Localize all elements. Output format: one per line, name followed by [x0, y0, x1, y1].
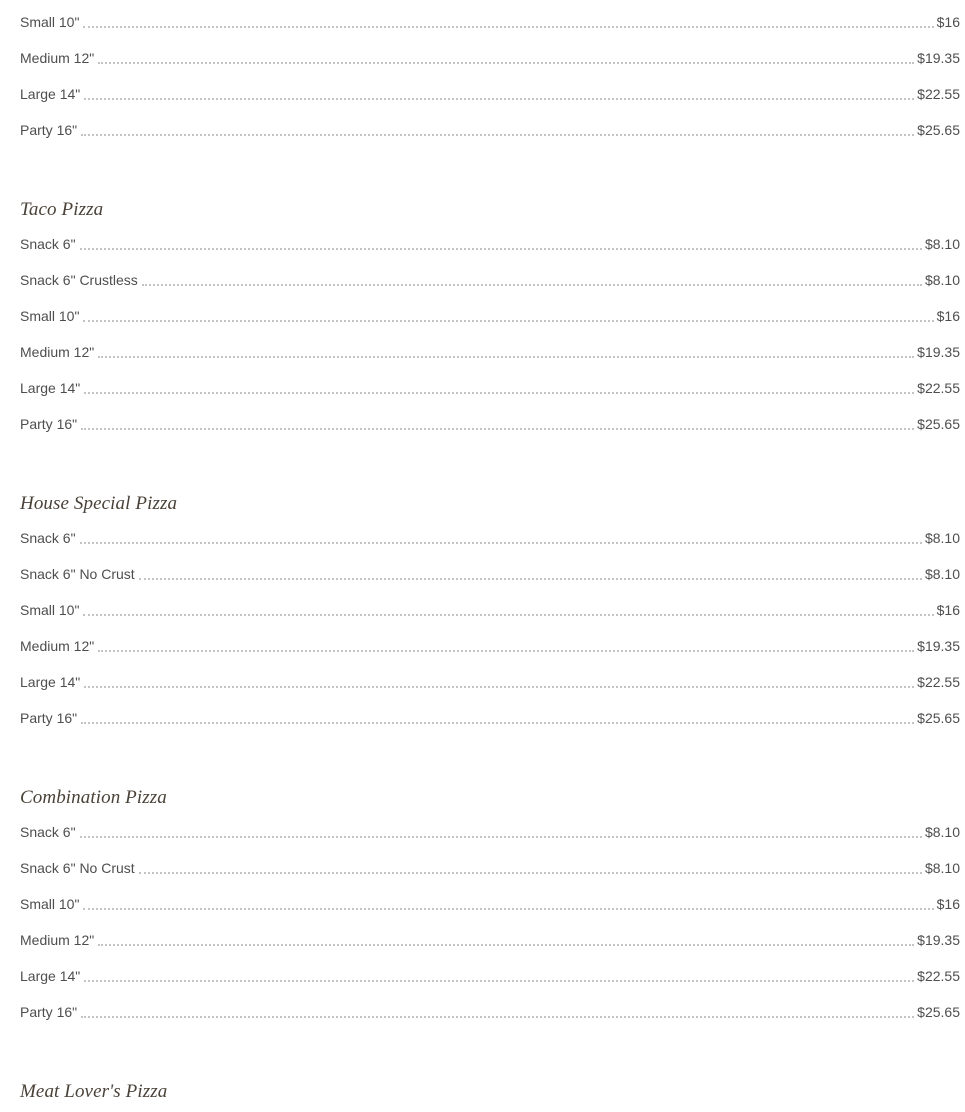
dot-leader: [83, 26, 933, 28]
menu-item-name: Large 14": [20, 86, 81, 102]
menu-item-price: $25.65: [917, 1004, 960, 1020]
menu-item: [20, 406, 960, 442]
dot-leader: [80, 836, 922, 838]
dot-leader: [84, 686, 914, 688]
menu-item: [20, 628, 960, 664]
dot-leader: [142, 284, 922, 286]
menu-item-name: Small 10": [20, 308, 80, 324]
menu-item: [20, 664, 960, 700]
dot-leader: [139, 872, 922, 874]
menu-item-price: $8.10: [924, 530, 960, 546]
menu-item-price: $8.10: [924, 824, 960, 840]
menu-item-name: Small 10": [20, 602, 80, 618]
dot-leader: [139, 578, 922, 580]
dot-leader: [81, 1016, 914, 1018]
menu-item: [20, 592, 960, 628]
menu-item-price: $16: [936, 602, 960, 618]
menu-item-name: Snack 6": [20, 824, 76, 840]
menu-section-continued: [20, 4, 960, 148]
menu-item: [20, 112, 960, 148]
menu-item-price: $22.55: [917, 968, 960, 984]
menu-item-name: Snack 6" No Crust: [20, 566, 135, 582]
menu-item: [20, 700, 960, 736]
dot-leader: [83, 320, 933, 322]
menu-item-name: Snack 6" Crustless: [20, 272, 138, 288]
menu-item-name: Party 16": [20, 416, 78, 432]
section-title: Taco Pizza: [20, 199, 104, 220]
menu-item-name: Snack 6": [20, 236, 76, 252]
menu-item-name: Small 10": [20, 14, 80, 30]
dot-leader: [98, 944, 914, 946]
dot-leader: [98, 650, 914, 652]
menu-item: [20, 958, 960, 994]
menu-item: [20, 994, 960, 1030]
menu-item-price: $22.55: [917, 86, 960, 102]
menu-item-price: $8.10: [924, 566, 960, 582]
pizza-menu: [20, 4, 960, 1108]
dot-leader: [98, 62, 914, 64]
menu-item-name: Party 16": [20, 122, 78, 138]
menu-item-price: $8.10: [924, 272, 960, 288]
dot-leader: [84, 392, 914, 394]
section-title: Combination Pizza: [20, 787, 167, 808]
menu-item-price: $19.35: [917, 344, 960, 360]
section-title: Meat Lover's Pizza: [20, 1081, 168, 1102]
menu-item-price: $22.55: [917, 674, 960, 690]
menu-item: [20, 262, 960, 298]
menu-item-price: $25.65: [917, 416, 960, 432]
menu-item-name: Party 16": [20, 1004, 78, 1020]
dot-leader: [83, 614, 933, 616]
dot-leader: [81, 722, 914, 724]
menu-item-price: $16: [936, 308, 960, 324]
menu-item: [20, 850, 960, 886]
menu-item-name: Medium 12": [20, 932, 95, 948]
menu-item-price: $22.55: [917, 380, 960, 396]
menu-item-price: $19.35: [917, 50, 960, 66]
menu-item-price: $8.10: [924, 236, 960, 252]
menu-item-price: $16: [936, 14, 960, 30]
menu-section-taco-pizza: [20, 190, 960, 442]
menu-item: [20, 922, 960, 958]
dot-leader: [80, 542, 922, 544]
menu-item-name: Snack 6" No Crust: [20, 860, 135, 876]
dot-leader: [83, 908, 933, 910]
menu-item: [20, 334, 960, 370]
menu-item: [20, 298, 960, 334]
menu-item-price: $8.10: [924, 860, 960, 876]
menu-section-combination-pizza: [20, 778, 960, 1030]
dot-leader: [84, 980, 914, 982]
menu-item-name: Medium 12": [20, 50, 95, 66]
dot-leader: [98, 356, 914, 358]
menu-item: [20, 226, 960, 262]
menu-item-price: $19.35: [917, 638, 960, 654]
menu-item: [20, 886, 960, 922]
menu-item: [20, 370, 960, 406]
menu-item-price: $16: [936, 896, 960, 912]
dot-leader: [84, 98, 914, 100]
menu-item: [20, 556, 960, 592]
dot-leader: [81, 428, 914, 430]
menu-item: [20, 4, 960, 40]
menu-item-price: $25.65: [917, 122, 960, 138]
menu-item-price: $25.65: [917, 710, 960, 726]
menu-item: [20, 76, 960, 112]
menu-item-name: Party 16": [20, 710, 78, 726]
dot-leader: [80, 248, 922, 250]
menu-item-name: Medium 12": [20, 638, 95, 654]
menu-item-name: Small 10": [20, 896, 80, 912]
menu-item-name: Snack 6": [20, 530, 76, 546]
menu-item-name: Large 14": [20, 380, 81, 396]
menu-item-name: Large 14": [20, 674, 81, 690]
menu-item: [20, 40, 960, 76]
menu-item-name: Medium 12": [20, 344, 95, 360]
menu-item: [20, 814, 960, 850]
menu-item: [20, 520, 960, 556]
menu-item-name: Large 14": [20, 968, 81, 984]
section-title: House Special Pizza: [20, 493, 178, 514]
menu-section-meat-lovers-pizza: [20, 1072, 960, 1108]
menu-section-house-special-pizza: [20, 484, 960, 736]
dot-leader: [81, 134, 914, 136]
menu-item-price: $19.35: [917, 932, 960, 948]
